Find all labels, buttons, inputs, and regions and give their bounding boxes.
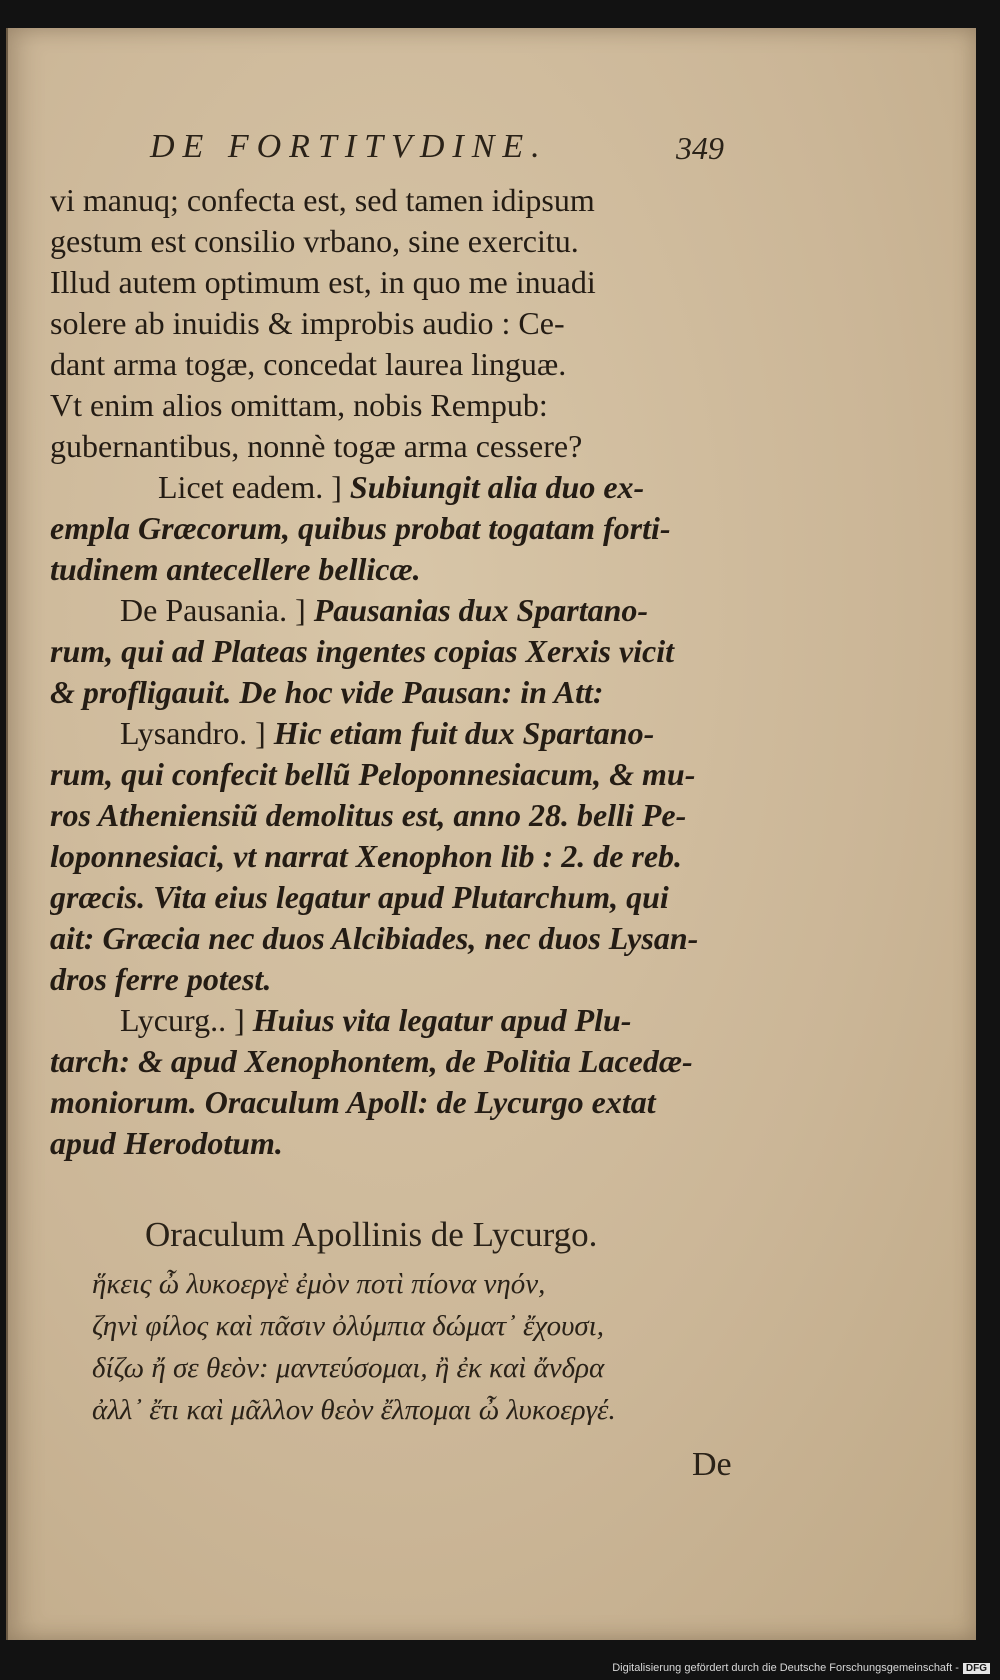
note-text: apud Herodotum.	[50, 1125, 283, 1161]
note-text: tudinem antecellere bellicæ.	[50, 551, 421, 587]
note-text: tarch: & apud Xenophontem, de Politia Lacedæ-	[50, 1043, 693, 1079]
dfg-logo-icon: DFG	[963, 1663, 990, 1674]
note-line	[50, 754, 750, 795]
note-line	[50, 1123, 750, 1164]
page-number: 349	[676, 130, 724, 166]
note-lemma: De Pausania. ]	[120, 592, 306, 628]
text-line: Illud autem optimum est, in quo me inuadi	[50, 264, 596, 300]
note-text: loponnesiaci, vt narrat Xenophon lib : 2. de reb.	[50, 838, 683, 874]
note-line	[50, 836, 750, 877]
note-line	[50, 1082, 750, 1123]
greek-line: ἥκεις ὦ λυκοεργὲ ἐμὸν ποτὶ πίονα νηόν,	[92, 1268, 546, 1300]
note-line	[50, 877, 750, 918]
text-line: vi manuq; confecta est, sed tamen idipsum	[50, 182, 595, 218]
digitization-credit	[612, 1662, 990, 1674]
note-text: empla Græcorum, quibus probat togatam forti-	[50, 510, 671, 546]
note-text: Pausanias dux Spartano-	[313, 592, 649, 628]
note-text: ros Atheniensiũ demolitus est, anno 28. belli Pe-	[50, 797, 687, 833]
greek-line: ἀλλ᾽ ἔτι καὶ μᾶλλον θεὸν ἔλπομαι ὦ λυκοεργέ.	[92, 1394, 616, 1426]
note-text: rum, qui ad Plateas ingentes copias Xerxis vicit	[50, 633, 675, 669]
greek-line: δίζω ἤ σε θεὸν: μαντεύσομαι, ἢ ἐκ καὶ ἄνδρα	[92, 1352, 605, 1384]
note-line	[50, 959, 750, 1000]
note-text: dros ferre potest.	[50, 961, 272, 997]
note-text: Hic etiam fuit dux Spartano-	[273, 715, 655, 751]
text-line: gubernantibus, nonnè togæ arma cessere?	[50, 428, 583, 464]
note-line	[50, 672, 750, 713]
note-line	[50, 631, 750, 672]
note-line	[50, 713, 750, 754]
note-text: græcis. Vita eius legatur apud Plutarchum, qui	[50, 879, 669, 915]
commentary-notes	[50, 467, 750, 1164]
note-line	[50, 918, 750, 959]
note-text: moniorum. Oraculum Apoll: de Lycurgo extat	[50, 1084, 656, 1120]
note-line	[50, 590, 750, 631]
note-line	[50, 549, 750, 590]
note-text: Huius vita legatur apud Plu-	[252, 1002, 632, 1038]
oracle-heading: Oraculum Apollinis de Lycurgo.	[145, 1215, 598, 1254]
note-text: Subiungit alia duo ex-	[349, 469, 645, 505]
text-line: dant arma togæ, concedat laurea linguæ.	[50, 346, 567, 382]
note-line	[50, 508, 750, 549]
note-line	[50, 1000, 750, 1041]
note-lemma: Lysandro. ]	[120, 715, 266, 751]
note-lemma: Licet eadem. ]	[158, 469, 342, 505]
greek-line: ζηνὶ φίλος καὶ πᾶσιν ὀλύμπια δώματ᾽ ἔχουσι,	[92, 1310, 604, 1342]
text-line: solere ab inuidis & improbis audio : Ce-	[50, 305, 565, 341]
text-line: Vt enim alios omittam, nobis Rempub:	[50, 387, 548, 423]
note-text: ait: Græcia nec duos Alcibiades, nec duos Lysan-	[50, 920, 699, 956]
main-text	[50, 180, 750, 467]
catchword: De	[692, 1446, 732, 1483]
note-text: & profligauit. De hoc vide Pausan: in Att:	[50, 674, 604, 710]
note-line	[50, 1041, 750, 1082]
note-text: rum, qui confecit bellũ Peloponnesiacum, & mu-	[50, 756, 696, 792]
note-lemma: Lycurg.. ]	[120, 1002, 245, 1038]
credit-text: Digitalisierung gefördert durch die Deutsche Forschungsgemeinschaft -	[612, 1662, 959, 1674]
running-title: DE FORTITVDINE.	[150, 128, 548, 165]
note-line	[50, 795, 750, 836]
note-line	[50, 467, 750, 508]
text-line: gestum est consilio vrbano, sine exercitu.	[50, 223, 579, 259]
